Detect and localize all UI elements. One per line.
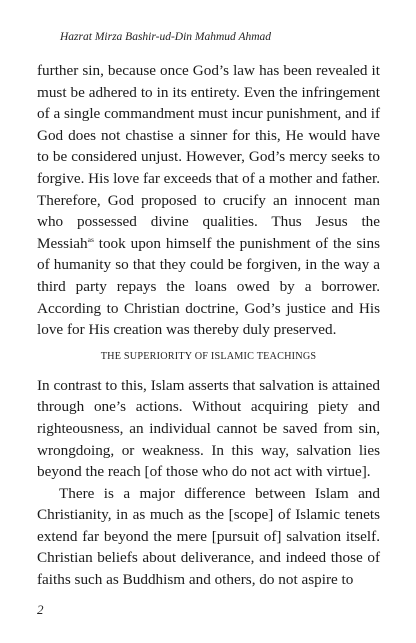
paragraph-1-text-b: took upon himself the punishment of the sins of humanity so that they could be forgiven, in the way a third party repays the loans owed by a borrower. According to Christian doctrine, God’s justice and His love for His creation was thereby duly preserved. (37, 234, 380, 339)
section-heading: THE SUPERIORITY OF ISLAMIC TEACHINGS (100, 350, 317, 362)
honorific-superscript: as (87, 234, 94, 244)
running-header: Hazrat Mirza Bashir-ud-Din Mahmud Ahmad (60, 31, 272, 43)
body-text (37, 60, 380, 591)
paragraph-3: There is a major difference between Islam and Christianity, in as much as the [scope] of Islamic tenets extend far beyond the mere [pursuit of] salvation itself. Christian beliefs about deliverance, and indeed those of faiths such as Buddhism and others, do not aspire to (37, 484, 380, 589)
paragraph-2: In contrast to this, Islam asserts that salvation is attained through one’s actions. Without acquiring piety and righteousness, an individual cannot be saved from sin, wrongdoing, or weakness. In this way, salvation lies beyond the reach [of those who do not act with virtue]. (37, 376, 380, 481)
paragraph-1 (37, 60, 380, 341)
page-number: 2 (37, 602, 44, 617)
paragraph-1-text-a: further sin, because once God’s law has been revealed it must be adhered to in its entirety. Even the infringement of a single commandment must incur punishment, and if God does not chastise a sinner for this, He would have to be considered unjust. However, God’s mercy seeks to forgive. His love far exceeds that of a mother and father. Therefore, God proposed to crucify an innocent man who possessed divine qualities. Thus Jesus the Messiah (37, 62, 380, 252)
